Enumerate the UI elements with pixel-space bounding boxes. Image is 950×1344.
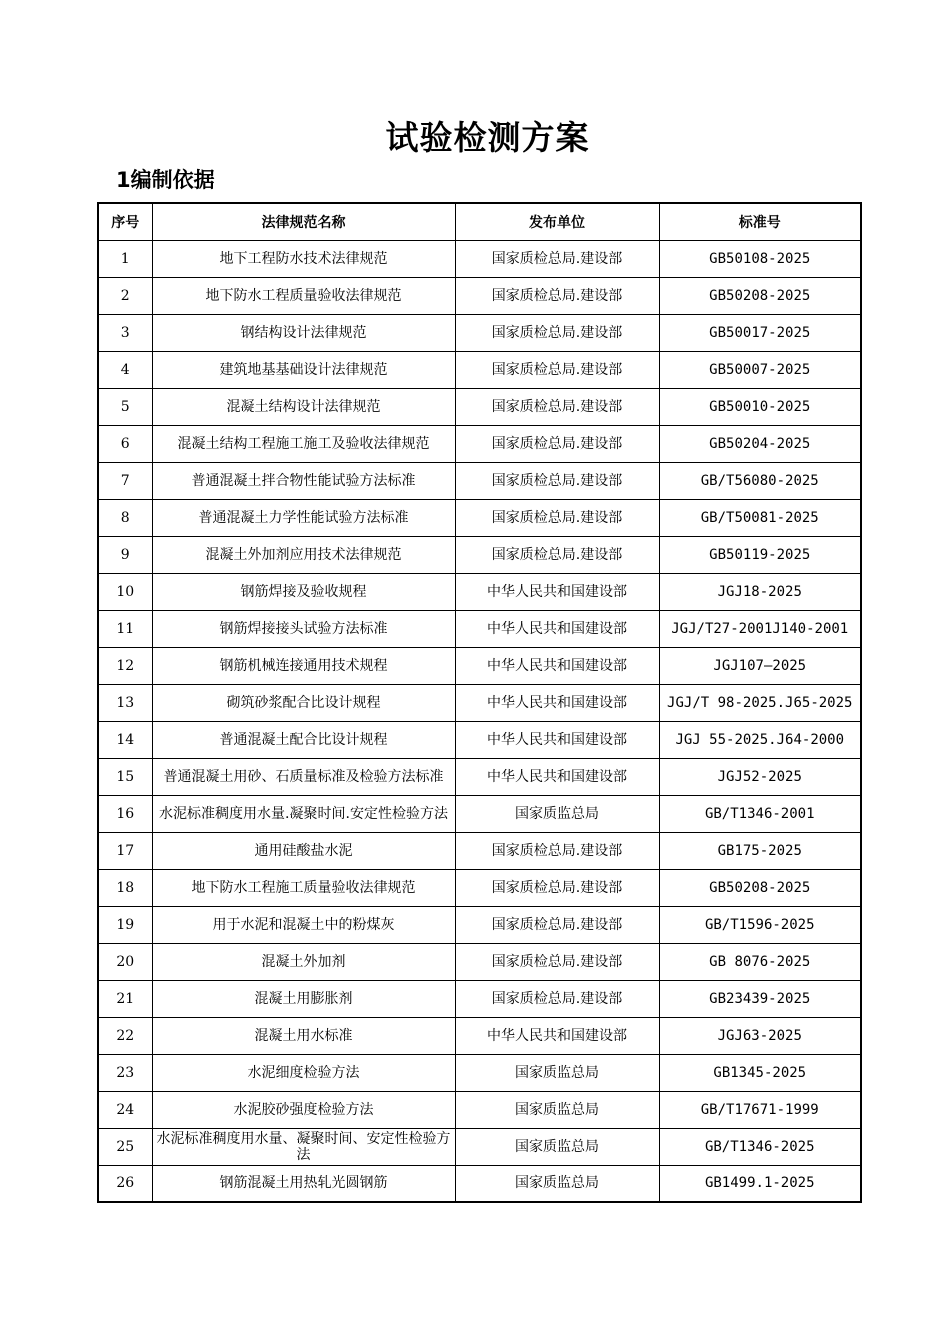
- cell-publisher: 国家质检总局.建设部: [455, 277, 659, 314]
- cell-name: 普通混凝土力学性能试验方法标准: [152, 499, 455, 536]
- cell-no: 24: [98, 1091, 152, 1128]
- cell-no: 13: [98, 684, 152, 721]
- cell-code: GB50208-2025: [659, 869, 861, 906]
- cell-no: 1: [98, 240, 152, 277]
- table-row: [98, 869, 861, 906]
- cell-publisher: 国家质检总局.建设部: [455, 425, 659, 462]
- cell-name: 地下防水工程质量验收法律规范: [152, 277, 455, 314]
- cell-name: 混凝土外加剂应用技术法律规范: [152, 536, 455, 573]
- cell-code: GB23439-2025: [659, 980, 861, 1017]
- cell-name: 混凝土外加剂: [152, 943, 455, 980]
- table-row: [98, 573, 861, 610]
- cell-code: GB50010-2025: [659, 388, 861, 425]
- cell-code: GB/T17671-1999: [659, 1091, 861, 1128]
- cell-publisher: 国家质检总局.建设部: [455, 869, 659, 906]
- cell-code: GB1345-2025: [659, 1054, 861, 1091]
- cell-no: 9: [98, 536, 152, 573]
- cell-name: 地下防水工程施工质量验收法律规范: [152, 869, 455, 906]
- cell-no: 8: [98, 499, 152, 536]
- cell-no: 2: [98, 277, 152, 314]
- cell-no: 5: [98, 388, 152, 425]
- cell-publisher: 国家质检总局.建设部: [455, 499, 659, 536]
- cell-no: 17: [98, 832, 152, 869]
- cell-publisher: 国家质检总局.建设部: [455, 980, 659, 1017]
- cell-publisher: 国家质监总局: [455, 1054, 659, 1091]
- table-header-row: [98, 203, 861, 240]
- cell-publisher: 国家质检总局.建设部: [455, 536, 659, 573]
- cell-no: 22: [98, 1017, 152, 1054]
- cell-code: JGJ 55-2025.J64-2000: [659, 721, 861, 758]
- cell-publisher: 国家质监总局: [455, 1128, 659, 1165]
- table-row: [98, 610, 861, 647]
- table-row: [98, 906, 861, 943]
- cell-publisher: 国家质监总局: [455, 1165, 659, 1202]
- document-title: 试验检测方案: [385, 118, 590, 157]
- cell-code: GB/T1346-2025: [659, 1128, 861, 1165]
- header-name: 法律规范名称: [152, 203, 455, 240]
- table-row: [98, 499, 861, 536]
- header-no: 序号: [98, 203, 152, 240]
- cell-publisher: 中华人民共和国建设部: [455, 1017, 659, 1054]
- cell-code: GB/T56080-2025: [659, 462, 861, 499]
- table-row: [98, 536, 861, 573]
- cell-name: 钢结构设计法律规范: [152, 314, 455, 351]
- cell-code: GB50017-2025: [659, 314, 861, 351]
- cell-no: 11: [98, 610, 152, 647]
- table-row: [98, 351, 861, 388]
- table-row: [98, 943, 861, 980]
- cell-name: 地下工程防水技术法律规范: [152, 240, 455, 277]
- cell-publisher: 中华人民共和国建设部: [455, 721, 659, 758]
- cell-code: GB/T50081-2025: [659, 499, 861, 536]
- cell-name: 钢筋焊接接头试验方法标准: [152, 610, 455, 647]
- cell-name: 普通混凝土用砂、石质量标准及检验方法标准: [152, 758, 455, 795]
- cell-code: GB50204-2025: [659, 425, 861, 462]
- cell-no: 6: [98, 425, 152, 462]
- header-publisher: 发布单位: [455, 203, 659, 240]
- table-row: [98, 1128, 861, 1165]
- cell-no: 23: [98, 1054, 152, 1091]
- table-row: [98, 240, 861, 277]
- cell-publisher: 中华人民共和国建设部: [455, 610, 659, 647]
- table-row: [98, 314, 861, 351]
- cell-publisher: 国家质检总局.建设部: [455, 240, 659, 277]
- cell-name: 水泥标准稠度用水量、凝聚时间、安定性检验方法: [152, 1128, 455, 1165]
- header-code: 标准号: [659, 203, 861, 240]
- cell-no: 20: [98, 943, 152, 980]
- cell-name: 砌筑砂浆配合比设计规程: [152, 684, 455, 721]
- table-row: [98, 388, 861, 425]
- cell-no: 19: [98, 906, 152, 943]
- table-row: [98, 277, 861, 314]
- cell-name: 混凝土用膨胀剂: [152, 980, 455, 1017]
- cell-name: 钢筋焊接及验收规程: [152, 573, 455, 610]
- cell-publisher: 国家质检总局.建设部: [455, 351, 659, 388]
- cell-code: JGJ18-2025: [659, 573, 861, 610]
- cell-code: JGJ/T27-2001J140-2001: [659, 610, 861, 647]
- cell-publisher: 国家质检总局.建设部: [455, 314, 659, 351]
- standards-table: [97, 202, 862, 1203]
- cell-code: GB50208-2025: [659, 277, 861, 314]
- cell-name: 水泥胶砂强度检验方法: [152, 1091, 455, 1128]
- cell-publisher: 中华人民共和国建设部: [455, 647, 659, 684]
- cell-no: 15: [98, 758, 152, 795]
- cell-name: 混凝土用水标准: [152, 1017, 455, 1054]
- cell-code: GB 8076-2025: [659, 943, 861, 980]
- cell-code: GB1499.1-2025: [659, 1165, 861, 1202]
- table-row: [98, 647, 861, 684]
- table-row: [98, 1165, 861, 1202]
- table-row: [98, 1054, 861, 1091]
- cell-no: 26: [98, 1165, 152, 1202]
- table-row: [98, 1091, 861, 1128]
- cell-publisher: 中华人民共和国建设部: [455, 758, 659, 795]
- cell-name: 混凝土结构工程施工施工及验收法律规范: [152, 425, 455, 462]
- cell-name: 水泥细度检验方法: [152, 1054, 455, 1091]
- cell-code: GB50108-2025: [659, 240, 861, 277]
- cell-code: GB175-2025: [659, 832, 861, 869]
- cell-code: JGJ107—2025: [659, 647, 861, 684]
- cell-no: 16: [98, 795, 152, 832]
- cell-no: 10: [98, 573, 152, 610]
- cell-code: GB/T1346-2001: [659, 795, 861, 832]
- table-row: [98, 758, 861, 795]
- cell-code: JGJ52-2025: [659, 758, 861, 795]
- cell-name: 钢筋混凝土用热轧光圆钢筋: [152, 1165, 455, 1202]
- table-row: [98, 1017, 861, 1054]
- cell-name: 钢筋机械连接通用技术规程: [152, 647, 455, 684]
- cell-no: 21: [98, 980, 152, 1017]
- table-row: [98, 721, 861, 758]
- cell-code: JGJ/T 98-2025.J65-2025: [659, 684, 861, 721]
- cell-code: GB50119-2025: [659, 536, 861, 573]
- cell-no: 18: [98, 869, 152, 906]
- cell-no: 3: [98, 314, 152, 351]
- cell-name: 混凝土结构设计法律规范: [152, 388, 455, 425]
- cell-code: GB50007-2025: [659, 351, 861, 388]
- cell-name: 普通混凝土拌合物性能试验方法标准: [152, 462, 455, 499]
- table-row: [98, 425, 861, 462]
- cell-no: 25: [98, 1128, 152, 1165]
- cell-name: 通用硅酸盐水泥: [152, 832, 455, 869]
- table-row: [98, 684, 861, 721]
- cell-code: GB/T1596-2025: [659, 906, 861, 943]
- cell-publisher: 国家质检总局.建设部: [455, 943, 659, 980]
- table-row: [98, 832, 861, 869]
- cell-no: 14: [98, 721, 152, 758]
- table-row: [98, 980, 861, 1017]
- cell-name: 建筑地基基础设计法律规范: [152, 351, 455, 388]
- cell-publisher: 中华人民共和国建设部: [455, 684, 659, 721]
- table-row: [98, 795, 861, 832]
- cell-no: 12: [98, 647, 152, 684]
- cell-code: JGJ63-2025: [659, 1017, 861, 1054]
- cell-publisher: 国家质检总局.建设部: [455, 832, 659, 869]
- cell-publisher: 国家质检总局.建设部: [455, 462, 659, 499]
- cell-publisher: 国家质监总局: [455, 1091, 659, 1128]
- cell-no: 4: [98, 351, 152, 388]
- cell-publisher: 国家质检总局.建设部: [455, 388, 659, 425]
- cell-name: 水泥标准稠度用水量.凝聚时间.安定性检验方法: [152, 795, 455, 832]
- cell-name: 用于水泥和混凝土中的粉煤灰: [152, 906, 455, 943]
- cell-publisher: 中华人民共和国建设部: [455, 573, 659, 610]
- cell-publisher: 国家质检总局.建设部: [455, 906, 659, 943]
- cell-name: 普通混凝土配合比设计规程: [152, 721, 455, 758]
- cell-no: 7: [98, 462, 152, 499]
- cell-publisher: 国家质监总局: [455, 795, 659, 832]
- table-row: [98, 462, 861, 499]
- section-heading: 1编制依据: [116, 168, 215, 192]
